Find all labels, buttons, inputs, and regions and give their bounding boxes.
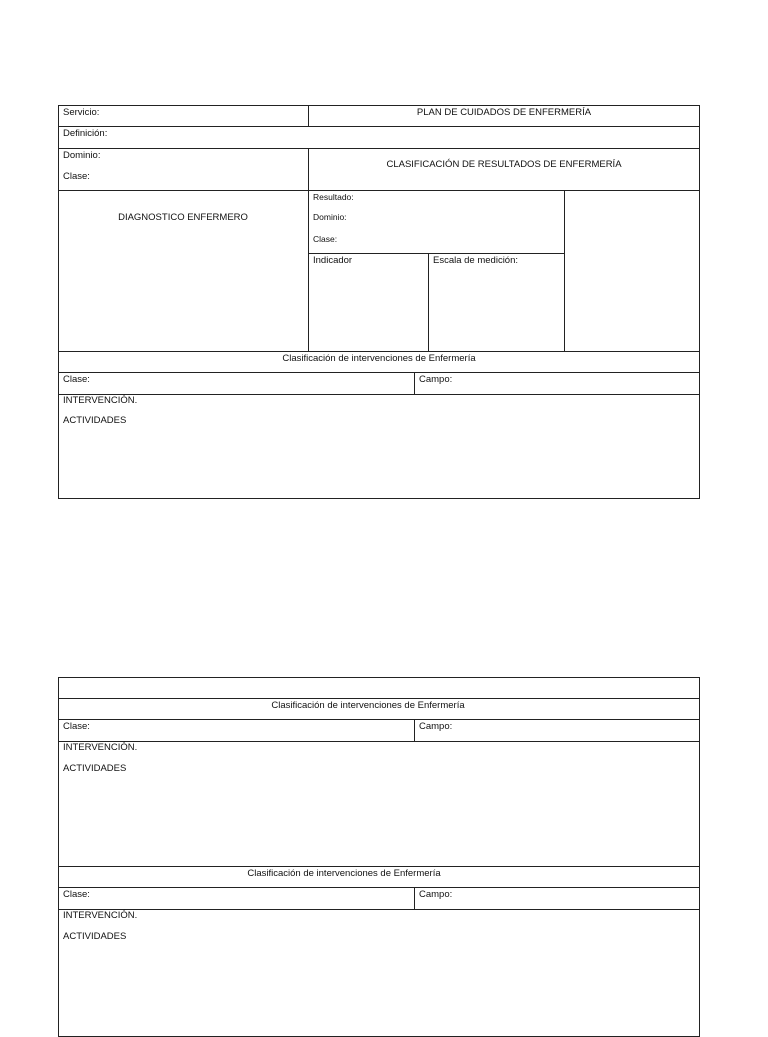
intervencion-label: INTERVENCIÓN. <box>63 910 138 921</box>
interventions-classification-title: Clasificación de intervenciones de Enfermería <box>247 868 441 879</box>
divider <box>428 253 429 352</box>
interventions-classification-title: Clasificación de intervenciones de Enfermería <box>282 353 476 364</box>
divider <box>308 148 309 352</box>
divider <box>564 190 565 352</box>
result-dominio-label: Dominio: <box>313 212 347 222</box>
indicador-label: Indicador <box>313 255 353 266</box>
result-clase-label: Clase: <box>313 234 338 244</box>
divider <box>58 351 700 352</box>
actividades-label: ACTIVIDADES <box>63 763 127 774</box>
divider <box>58 372 700 373</box>
divider <box>58 909 700 910</box>
divider <box>58 719 700 720</box>
divider <box>414 719 415 742</box>
escala-label: Escala de medición: <box>433 255 519 266</box>
divider <box>58 698 700 699</box>
form-title: PLAN DE CUIDADOS DE ENFERMERÍA <box>416 107 592 118</box>
campo-label: Campo: <box>419 374 453 385</box>
intervencion-label: INTERVENCIÓN. <box>63 395 138 406</box>
divider <box>58 190 700 191</box>
campo-label: Campo: <box>419 721 453 732</box>
dominio-label: Dominio: <box>63 150 101 161</box>
resultado-label: Resultado: <box>313 192 354 202</box>
actividades-label: ACTIVIDADES <box>63 415 127 426</box>
clase-label: Clase: <box>63 171 90 182</box>
intervention-clase-label: Clase: <box>63 374 90 385</box>
intervencion-label: INTERVENCIÓN. <box>63 742 138 753</box>
results-classification-title: CLASIFICACIÓN DE RESULTADOS DE ENFERMERÍA <box>386 159 622 170</box>
interventions-form <box>58 677 700 1037</box>
intervention-clase-label: Clase: <box>63 721 90 732</box>
servicio-label: Servicio: <box>63 107 100 118</box>
divider <box>58 866 700 867</box>
definicion-label: Definición: <box>63 128 108 139</box>
divider <box>58 741 700 742</box>
divider <box>308 105 309 127</box>
divider <box>414 372 415 395</box>
divider <box>58 126 700 127</box>
interventions-classification-title: Clasificación de intervenciones de Enfermería <box>271 700 465 711</box>
campo-label: Campo: <box>419 889 453 900</box>
divider <box>414 887 415 910</box>
intervention-clase-label: Clase: <box>63 889 90 900</box>
divider <box>58 148 700 149</box>
divider <box>58 394 700 395</box>
nursing-diagnosis-label: DIAGNOSTICO ENFERMERO <box>118 212 248 223</box>
actividades-label: ACTIVIDADES <box>63 931 127 942</box>
divider <box>308 253 564 254</box>
divider <box>58 887 700 888</box>
